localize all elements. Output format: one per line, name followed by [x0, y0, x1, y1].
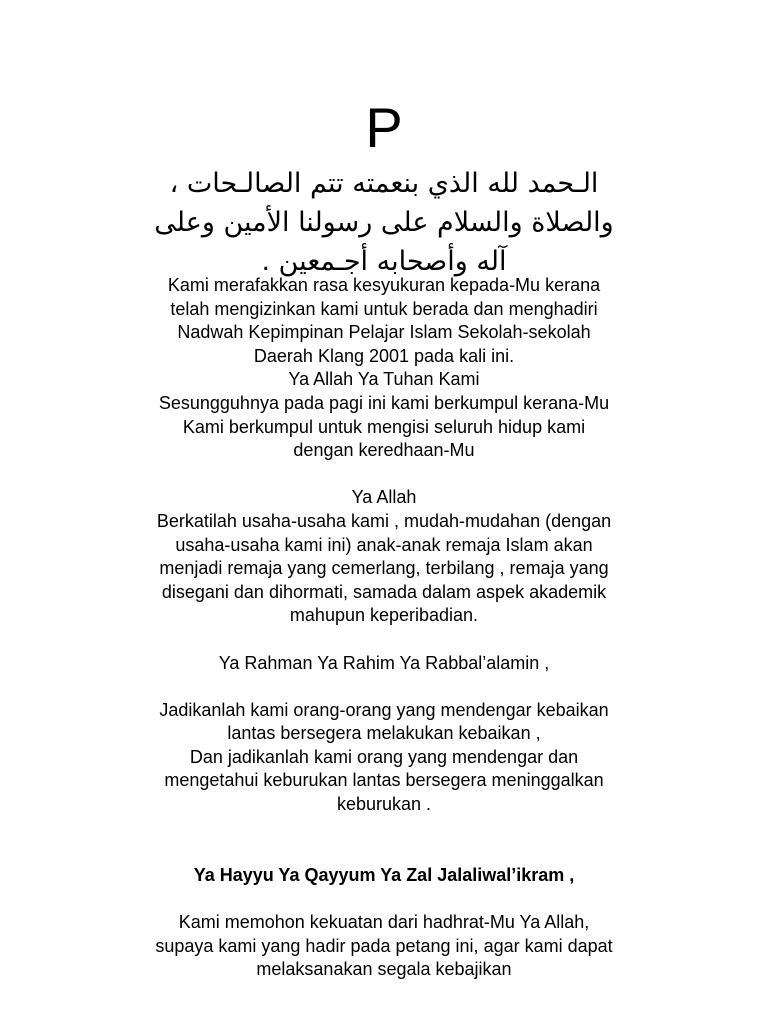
paragraph-invocation-hayyu — [40, 864, 728, 888]
text-line: usaha-usaha kami ini) anak-anak remaja Islam akan — [175, 534, 593, 555]
text-line: Dan jadikanlah kami orang yang mendengar dan — [189, 746, 579, 767]
text-line: dengan keredhaan-Mu — [293, 440, 475, 461]
paragraph-gratitude — [40, 274, 728, 463]
blank-line — [40, 817, 728, 841]
text-line: Ya Allah — [351, 487, 417, 508]
text-line: mahupun keperibadian. — [289, 605, 479, 626]
arabic-line: آله وأصحابه أجـمعين . — [261, 246, 507, 277]
text-line: Daerah Klang 2001 pada kali ini. — [253, 345, 515, 366]
text-line: mengetahui keburukan lantas bersegera meninggalkan — [164, 770, 604, 791]
paragraph-blessing — [40, 486, 728, 628]
text-line: Jadikanlah kami orang-orang yang mendengar kebaikan — [159, 699, 609, 720]
text-line-bold: Ya Hayyu Ya Qayyum Ya Zal Jalaliwal’ikram , — [193, 864, 575, 885]
paragraph-strength — [40, 911, 728, 982]
text-line: Kami berkumpul untuk mengisi seluruh hidup kami — [182, 416, 586, 437]
text-line: keburukan . — [336, 794, 432, 815]
text-line: lantas bersegera melakukan kebaikan , — [227, 723, 541, 744]
blank-line — [40, 675, 728, 699]
text-line: Berkatilah usaha-usaha kami , mudah-mudahan (dengan — [156, 510, 612, 531]
prayer-body — [40, 274, 728, 982]
text-line: melaksanakan segala kebajikan — [256, 959, 512, 980]
paragraph-goodness — [40, 699, 728, 817]
text-line: menjadi remaja yang cemerlang, terbilang , remaja yang — [159, 558, 609, 579]
arabic-line: الـحمد لله الذي بنعمته تتم الصالـحات ، — [169, 168, 599, 199]
text-line: disegani dan dihormati, samada dalam aspek akademik — [161, 581, 607, 602]
text-line: telah mengizinkan kami untuk berada dan menghadiri — [170, 298, 598, 319]
arabic-opening-prayer — [60, 164, 708, 281]
text-line: Kami memohon kekuatan dari hadhrat-Mu Ya Allah, — [178, 912, 590, 933]
text-line: supaya kami yang hadir pada petang ini, agar kami dapat — [155, 935, 613, 956]
text-line: Ya Allah Ya Tuhan Kami — [288, 369, 480, 390]
blank-line — [40, 887, 728, 911]
blank-line — [40, 628, 728, 652]
paragraph-invocation-rahman — [40, 652, 728, 676]
text-line: Nadwah Kepimpinan Pelajar Islam Sekolah-sekolah — [177, 322, 591, 343]
arabic-line: والصلاة والسلام على رسولنا الأمين وعلى — [154, 207, 614, 238]
text-line: Sesungguhnya pada pagi ini kami berkumpul kerana-Mu — [158, 392, 610, 413]
page-heading: P — [365, 96, 403, 159]
blank-line — [40, 463, 728, 487]
text-line: Ya Rahman Ya Rahim Ya Rabbal’alamin , — [218, 652, 550, 673]
text-line: Kami merafakkan rasa kesyukuran kepada-Mu kerana — [167, 275, 601, 295]
blank-line — [40, 840, 728, 864]
